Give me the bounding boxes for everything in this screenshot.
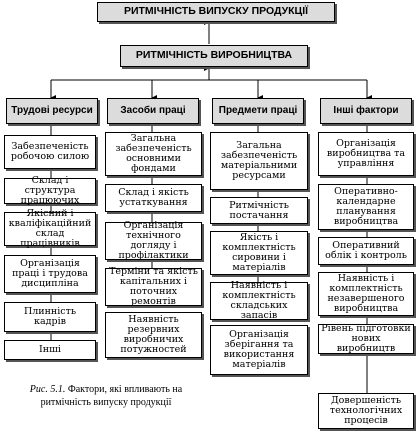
- list-item: Якісний і кваліфікаційний склад працівників: [4, 212, 96, 246]
- figure-caption-text: Фактори, які впливають на ритмічність випуску продукції: [40, 384, 183, 408]
- column-header-objects: Предмети праці: [212, 98, 304, 124]
- list-item: Склад і якість устаткування: [105, 184, 202, 212]
- top-title-box: [97, 2, 335, 22]
- column-header-labor: Трудові ресурси: [6, 98, 98, 124]
- column-header-other: Інші фактори: [320, 98, 412, 124]
- list-item: Терміни та якість капітальних і поточних ремонтів: [105, 268, 202, 306]
- list-item: Склад і структура працюючих: [4, 178, 96, 204]
- list-item: Організація зберігання та використання матеріалів: [210, 325, 308, 375]
- figure-caption: [6, 384, 206, 409]
- list-item: Оперативний облік і контроль: [318, 237, 414, 265]
- second-title: РИТМІЧНІСТЬ ВИРОБНИЦТВА: [135, 49, 293, 62]
- list-item: Оперативно-календарне планування виробництва: [318, 184, 414, 230]
- column-header-means: Засоби праці: [107, 98, 199, 124]
- list-item: Організація виробництва та управління: [318, 132, 414, 176]
- list-item: Наявність і комплектність складських запасів: [210, 282, 308, 320]
- figure-number: Рис. 5.1.: [29, 384, 66, 395]
- list-item: Наявність і комплектність незавершеного виробництва: [318, 272, 414, 316]
- list-item: Плинність кадрів: [4, 302, 96, 332]
- list-item: Забезпеченість робочою силою: [4, 135, 96, 169]
- list-item: Організація праці і трудова дисципліна: [4, 255, 96, 293]
- list-item: Загальна забезпеченість матеріальними ресурсами: [210, 132, 308, 190]
- list-item: Якість і комплектність сировини і матеріалів: [210, 231, 308, 275]
- list-item: Рівень підготовки нових виробництв: [318, 324, 414, 354]
- top-title: РИТМІЧНІСТЬ ВИПУСКУ ПРОДУКЦІЇ: [123, 5, 309, 18]
- list-item: Організація технічного догляду і профілактики: [105, 222, 202, 260]
- list-item: Довершеність технологічних процесів: [318, 393, 414, 429]
- list-item: Інші: [4, 340, 96, 360]
- second-title-box: [120, 45, 308, 67]
- list-item: Ритмічність постачання: [210, 197, 308, 224]
- list-item: Загальна забезпеченість основними фондами: [105, 132, 202, 176]
- list-item: Наявність резервних виробничих потужностей: [105, 312, 202, 358]
